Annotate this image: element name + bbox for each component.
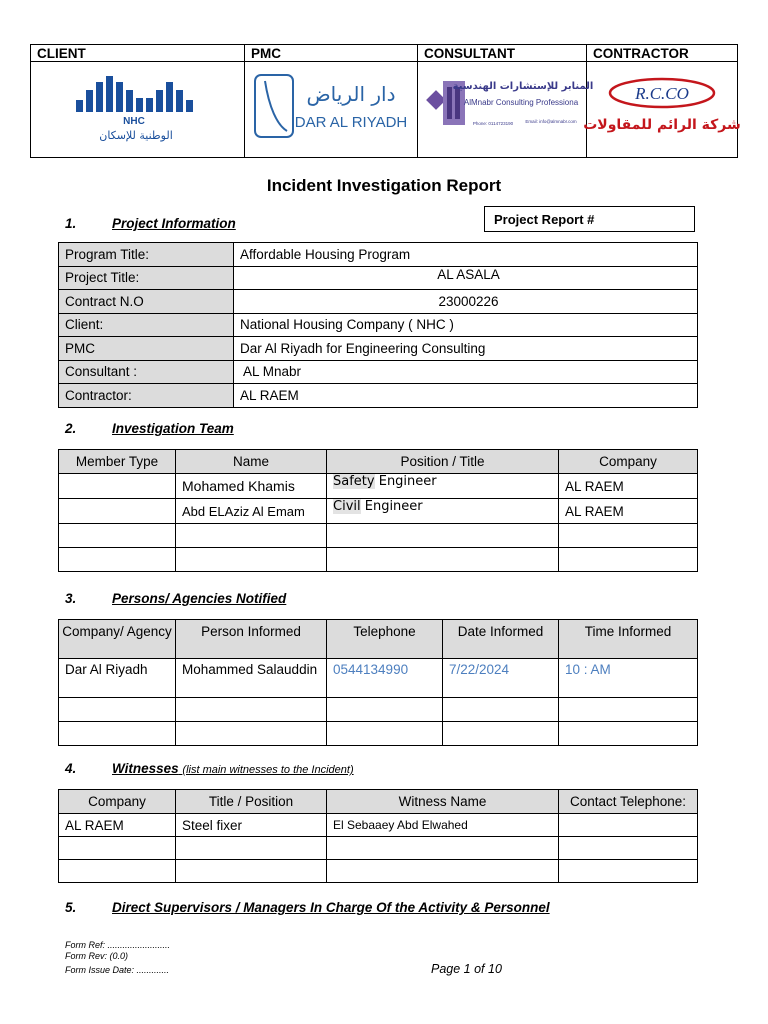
col-name: Name [176, 450, 327, 474]
witness-company: AL RAEM [59, 814, 176, 837]
table-row [59, 548, 698, 572]
notified-date: 7/22/2024 [443, 659, 559, 698]
section-4-title: Witnesses [112, 761, 179, 776]
pmc-field-value: Dar Al Riyadh for Engineering Consulting [234, 337, 698, 361]
table-header-row [59, 620, 698, 659]
contractor-field-label: Contractor: [59, 384, 234, 408]
table-header-row [59, 450, 698, 474]
contract-no-label: Contract N.O [59, 290, 234, 314]
table-header-row [59, 790, 698, 814]
rcco-logo-arabic: شركة الرائم للمقاولات [583, 117, 741, 133]
col-witness-company: Company [59, 790, 176, 814]
dar-al-riyadh-logo-icon [251, 67, 411, 147]
nhc-logo-icon [38, 62, 238, 152]
team-position [327, 499, 559, 524]
section-2-number: 2. [65, 421, 77, 436]
form-ref: Form Ref: ......................... [65, 940, 171, 950]
section-3-number: 3. [65, 591, 77, 606]
almnabr-logo-latin: AlMnabr Consulting Professiona [463, 98, 579, 107]
team-name: Mohamed Khamis [176, 474, 327, 499]
section-4-number: 4. [65, 761, 77, 776]
col-contact-telephone: Contact Telephone: [559, 790, 698, 814]
witness-phone [559, 814, 698, 837]
col-company: Company [559, 450, 698, 474]
client-label: CLIENT [31, 45, 245, 62]
notified-telephone: 0544134990 [327, 659, 443, 698]
table-row [59, 337, 698, 361]
col-telephone: Telephone [327, 620, 443, 659]
team-name: Abd ELAziz Al Emam [176, 499, 327, 524]
almnabr-logo-icon [423, 67, 594, 147]
project-title-value: AL ASALA [234, 266, 698, 290]
pmc-field-label: PMC [59, 337, 234, 361]
consultant-field-value: AL Mnabr [234, 360, 698, 384]
table-row [59, 860, 698, 883]
witnesses-table [58, 789, 698, 883]
notified-person: Mohammed Salauddin [176, 659, 327, 698]
table-row [59, 499, 698, 524]
table-row [59, 524, 698, 548]
investigation-team-table [58, 449, 698, 572]
table-row [59, 659, 698, 698]
notified-company: Dar Al Riyadh [59, 659, 176, 698]
project-title-label: Project Title: [59, 266, 234, 290]
col-person-informed: Person Informed [176, 620, 327, 659]
rcco-logo-text: R.C.CO [635, 84, 689, 103]
pmc-logo-cell [245, 62, 418, 158]
contractor-field-value: AL RAEM [234, 384, 698, 408]
col-company-agency: Company/ Agency [59, 620, 176, 659]
client-field-value: National Housing Company ( NHC ) [234, 313, 698, 337]
almnabr-phone: Phone: 0114723190 [472, 121, 514, 126]
table-row [59, 313, 698, 337]
form-issue-date: Form Issue Date: ............. [65, 965, 170, 975]
section-5-number: 5. [65, 900, 77, 915]
section-4-note: (list main witnesses to the Incident) [182, 764, 354, 776]
table-row [59, 266, 698, 290]
section-2-label: Investigation Team [112, 421, 234, 436]
table-row [59, 474, 698, 499]
client-field-label: Client: [59, 313, 234, 337]
team-position-rest: Engineer [374, 474, 437, 489]
witness-title: Steel fixer [176, 814, 327, 837]
col-time-informed: Time Informed [559, 620, 698, 659]
nhc-logo-arabic: الوطنية للإسكان [98, 129, 173, 142]
page-number: Page 1 of 10 [431, 962, 502, 976]
team-company: AL RAEM [559, 499, 698, 524]
notified-time: 10 : AM [559, 659, 698, 698]
persons-notified-table [58, 619, 698, 746]
section-2-heading [65, 421, 665, 437]
table-row [59, 360, 698, 384]
section-3-label: Persons/ Agencies Notified [112, 591, 287, 606]
pmc-label: PMC [245, 45, 418, 62]
contractor-logo-cell [583, 62, 741, 158]
section-4-heading [65, 761, 705, 777]
dar-logo-arabic: دار الرياض [306, 82, 396, 106]
team-position-highlight: Civil [333, 499, 361, 514]
program-title-value: Affordable Housing Program [234, 243, 698, 267]
witness-name: El Sebaaey Abd Elwahed [327, 814, 559, 837]
team-member-type [59, 474, 176, 499]
project-info-table [58, 242, 698, 408]
section-5-label: Direct Supervisors / Managers In Charge Of the Activity & Personnel [112, 900, 550, 915]
consultant-logo-cell [418, 62, 594, 158]
consultant-label: CONSULTANT [418, 45, 587, 62]
dar-logo-latin: DAR AL RIYADH [294, 114, 408, 131]
section-3-heading [65, 591, 665, 607]
team-position-rest: Engineer [360, 499, 423, 514]
almnabr-email: Email: info@almnabr.com [525, 119, 577, 124]
contract-no-value: 23000226 [234, 290, 698, 314]
table-row [59, 722, 698, 746]
table-row [59, 290, 698, 314]
rcco-logo-icon [583, 67, 741, 147]
program-title-label: Program Title: [59, 243, 234, 267]
col-title-position: Title / Position [176, 790, 327, 814]
table-row [59, 698, 698, 722]
client-logo-cell [31, 62, 245, 158]
col-witness-name: Witness Name [327, 790, 559, 814]
section-5-heading [65, 900, 705, 916]
section-1-number: 1. [65, 216, 77, 231]
logo-header-table [30, 44, 741, 158]
team-member-type [59, 499, 176, 524]
report-title: Incident Investigation Report [266, 176, 502, 195]
col-member-type: Member Type [59, 450, 176, 474]
col-date-informed: Date Informed [443, 620, 559, 659]
team-position-highlight: Safety [333, 474, 375, 489]
contractor-label: CONTRACTOR [587, 45, 738, 62]
table-row [59, 243, 698, 267]
team-position [327, 474, 559, 499]
table-row [59, 837, 698, 860]
section-4-label [112, 761, 354, 776]
project-report-box: Project Report # [484, 206, 695, 232]
section-1-label: Project Information [112, 216, 236, 231]
table-row [59, 814, 698, 837]
team-company: AL RAEM [559, 474, 698, 499]
form-rev: Form Rev: (0.0) [65, 951, 129, 961]
almnabr-logo-arabic: المنابر للإستشارات الهندسية [452, 81, 594, 92]
consultant-field-label: Consultant : [59, 360, 234, 384]
table-row [59, 384, 698, 408]
col-position: Position / Title [327, 450, 559, 474]
nhc-logo-text: NHC [122, 116, 145, 127]
